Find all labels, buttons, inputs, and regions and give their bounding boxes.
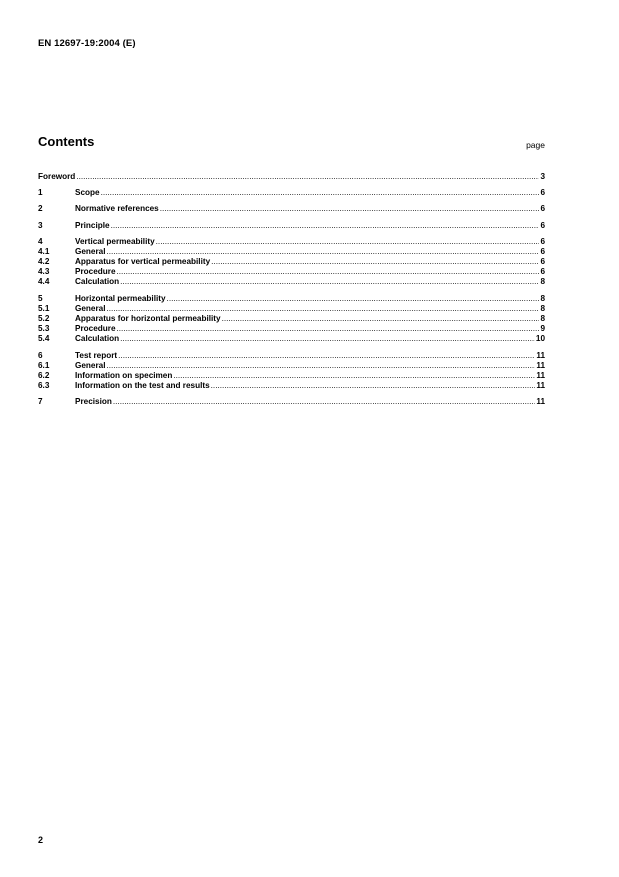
toc-dot-leader xyxy=(107,304,540,314)
toc-group xyxy=(38,188,545,198)
toc-entry-number: 2 xyxy=(38,204,43,214)
toc-entry-page: 6 xyxy=(540,204,545,214)
toc-entry-title: Calculation xyxy=(75,277,120,287)
toc-entry[interactable] xyxy=(38,237,545,247)
toc-entry-title: Information on the test and results xyxy=(75,381,210,391)
toc-entry[interactable] xyxy=(38,381,545,391)
contents-heading: Contents xyxy=(38,134,95,149)
table-of-contents xyxy=(38,172,545,414)
toc-dot-leader xyxy=(111,221,540,231)
toc-entry-title: Normative references xyxy=(75,204,159,214)
toc-entry-number: 5.2 xyxy=(38,314,50,324)
toc-entry-number: 5.4 xyxy=(38,334,50,344)
toc-entry[interactable] xyxy=(38,204,545,214)
toc-entry-page: 8 xyxy=(540,303,545,313)
toc-entry-number: 6.2 xyxy=(38,370,50,380)
toc-entry[interactable] xyxy=(38,324,545,334)
toc-entry-page: 9 xyxy=(540,324,545,334)
page-number: 2 xyxy=(38,835,44,845)
toc-entry-number: 4.2 xyxy=(38,257,50,267)
toc-entry[interactable] xyxy=(38,294,545,304)
toc-entry-number: 6.3 xyxy=(38,381,50,391)
toc-entry-page: 3 xyxy=(540,171,545,181)
toc-entry[interactable] xyxy=(38,304,545,314)
toc-entry-title: Apparatus for vertical permeability xyxy=(75,257,211,267)
toc-entry-page: 11 xyxy=(536,350,545,360)
toc-entry-page: 8 xyxy=(540,293,545,303)
toc-dot-leader xyxy=(156,237,540,247)
toc-dot-leader xyxy=(117,324,540,334)
toc-entry-title: Foreword xyxy=(38,171,76,181)
toc-entry-title: Procedure xyxy=(75,324,116,334)
toc-entry-title: Procedure xyxy=(75,267,116,277)
toc-entry[interactable] xyxy=(38,267,545,277)
toc-group xyxy=(38,397,545,407)
toc-entry-page: 6 xyxy=(540,236,545,246)
toc-entry-page: 8 xyxy=(540,314,545,324)
toc-entry-number: 4.3 xyxy=(38,267,50,277)
toc-entry[interactable] xyxy=(38,361,545,371)
toc-entry-number: 4.1 xyxy=(38,246,50,256)
toc-group xyxy=(38,237,545,288)
toc-entry-number: 5.1 xyxy=(38,303,50,313)
toc-entry[interactable] xyxy=(38,351,545,361)
toc-entry-title: Apparatus for horizontal permeability xyxy=(75,314,221,324)
toc-dot-leader xyxy=(117,267,540,277)
toc-entry-number: 6 xyxy=(38,350,43,360)
toc-entry-page: 11 xyxy=(536,370,545,380)
toc-entry-title: Calculation xyxy=(75,334,120,344)
toc-entry-page: 8 xyxy=(540,277,545,287)
toc-dot-leader xyxy=(120,334,535,344)
toc-group xyxy=(38,221,545,231)
toc-entry-number: 3 xyxy=(38,220,43,230)
toc-dot-leader xyxy=(107,361,536,371)
document-id-header: EN 12697-19:2004 (E) xyxy=(38,38,136,49)
toc-entry-title: General xyxy=(75,246,106,256)
toc-entry-title: Vertical permeability xyxy=(75,236,155,246)
toc-group xyxy=(38,204,545,214)
toc-entry-title: Scope xyxy=(75,188,100,198)
toc-group xyxy=(38,294,545,345)
toc-entry-title: General xyxy=(75,303,106,313)
toc-entry-page: 11 xyxy=(536,360,545,370)
toc-dot-leader xyxy=(211,381,536,391)
toc-entry-page: 10 xyxy=(535,334,545,344)
toc-entry-number: 6.1 xyxy=(38,360,50,370)
toc-dot-leader xyxy=(120,278,539,288)
toc-dot-leader xyxy=(113,397,535,407)
toc-entry-title: Principle xyxy=(75,220,110,230)
toc-entry-number: 5 xyxy=(38,293,43,303)
toc-entry[interactable] xyxy=(38,314,545,324)
toc-entry[interactable] xyxy=(38,334,545,344)
toc-dot-leader xyxy=(173,371,535,381)
toc-entry-page: 6 xyxy=(540,246,545,256)
toc-entry-title: Horizontal permeability xyxy=(75,293,166,303)
toc-entry[interactable] xyxy=(38,371,545,381)
toc-entry[interactable] xyxy=(38,188,545,198)
toc-dot-leader xyxy=(76,172,539,182)
toc-group xyxy=(38,172,545,182)
toc-entry[interactable] xyxy=(38,247,545,257)
toc-entry-number: 1 xyxy=(38,188,43,198)
toc-entry[interactable] xyxy=(38,278,545,288)
toc-entry-page: 6 xyxy=(540,220,545,230)
toc-entry-title: Information on specimen xyxy=(75,370,173,380)
toc-dot-leader xyxy=(101,188,540,198)
toc-dot-leader xyxy=(107,247,540,257)
toc-entry-number: 7 xyxy=(38,397,43,407)
toc-entry-number: 5.3 xyxy=(38,324,50,334)
toc-entry-page: 11 xyxy=(536,381,545,391)
toc-entry-page: 6 xyxy=(540,267,545,277)
toc-dot-leader xyxy=(211,257,539,267)
toc-entry-number: 4 xyxy=(38,236,43,246)
toc-group xyxy=(38,351,545,392)
toc-dot-leader xyxy=(167,294,540,304)
toc-entry-page: 6 xyxy=(540,257,545,267)
toc-entry-page: 11 xyxy=(536,397,545,407)
toc-dot-leader xyxy=(118,351,535,361)
toc-entry[interactable] xyxy=(38,257,545,267)
toc-entry[interactable] xyxy=(38,397,545,407)
toc-entry[interactable] xyxy=(38,221,545,231)
toc-entry-title: General xyxy=(75,360,106,370)
toc-dot-leader xyxy=(160,204,540,214)
toc-entry-title: Precision xyxy=(75,397,112,407)
toc-dot-leader xyxy=(222,314,540,324)
toc-entry-number: 4.4 xyxy=(38,277,50,287)
page-column-label: page xyxy=(526,140,545,150)
toc-entry-page: 6 xyxy=(540,188,545,198)
toc-entry-title: Test report xyxy=(75,350,118,360)
toc-entry[interactable] xyxy=(38,172,545,182)
